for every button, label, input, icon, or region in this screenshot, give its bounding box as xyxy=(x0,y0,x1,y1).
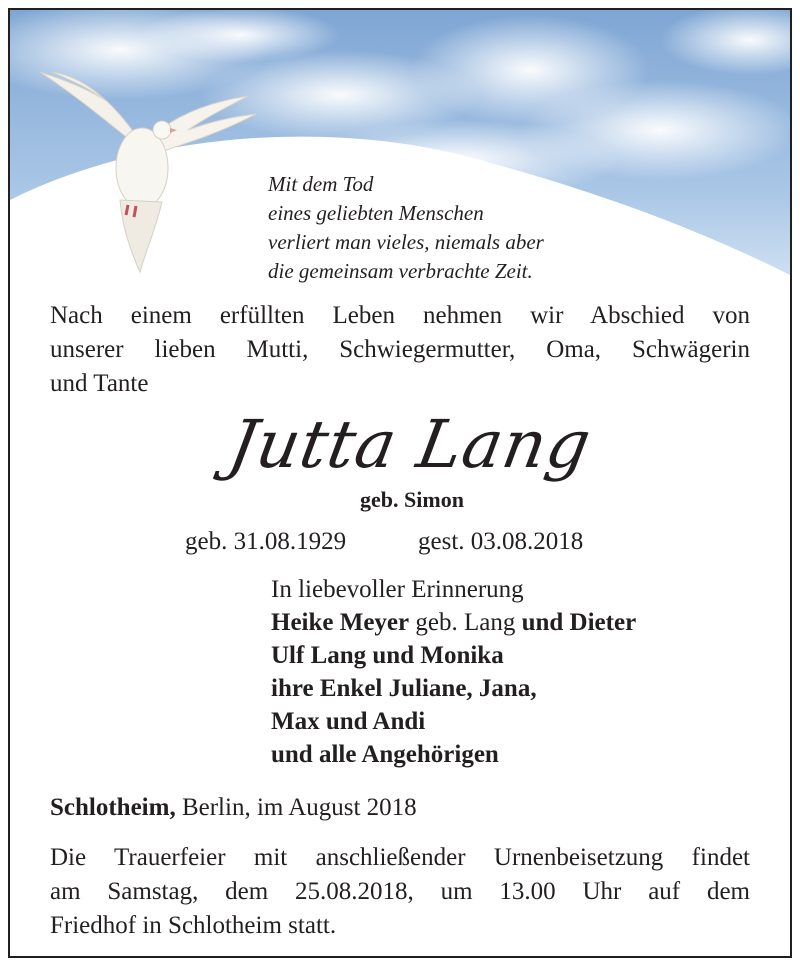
service-info xyxy=(50,841,750,943)
mourner-line: und alle Angehörigen xyxy=(271,741,499,768)
service-line: Friedhof in Schlotheim statt. xyxy=(50,912,337,939)
mourner-name: Heike Meyer xyxy=(271,609,410,636)
place-bold: Schlotheim, xyxy=(50,794,176,821)
obituary-frame xyxy=(8,8,792,958)
mourner-maiden: geb. Lang xyxy=(409,609,522,636)
birth-date: geb. 31.08.1929 xyxy=(185,528,347,555)
mourner-line: Ulf Lang und Monika xyxy=(271,642,504,669)
memorial-quote xyxy=(268,170,688,286)
mourners-list xyxy=(271,573,751,771)
intro-line: Nach einem erfüllten Leben nehmen wir Abschied von xyxy=(50,302,750,329)
mourner-line: ihre Enkel Juliane, Jana, xyxy=(271,675,537,702)
quote-line: eines geliebten Menschen xyxy=(268,201,484,225)
mourners-heading: In liebevoller Erinnerung xyxy=(271,576,524,603)
intro-line: und Tante xyxy=(50,370,149,397)
quote-line: die gemeinsam verbrachte Zeit. xyxy=(268,259,533,283)
quote-line: Mit dem Tod xyxy=(268,172,374,196)
intro-text xyxy=(50,299,750,401)
mourner-line xyxy=(271,606,751,639)
death-date: gest. 03.08.2018 xyxy=(418,528,584,555)
deceased-name: Jutta Lang xyxy=(223,406,598,483)
maiden-name: geb. Simon xyxy=(360,487,464,512)
service-line: am Samstag, dem 25.08.2018, um 13.00 Uhr auf dem xyxy=(50,878,750,905)
place-and-date xyxy=(50,791,417,825)
intro-line: unserer lieben Mutti, Schwiegermutter, Oma, Schwägerin xyxy=(50,336,750,363)
quote-line: verliert man vieles, niemals aber xyxy=(268,230,544,254)
mourner-partner: und Dieter xyxy=(521,609,637,636)
service-line: Die Trauerfeier mit anschließender Urnenbeisetzung findet xyxy=(50,844,750,871)
mourner-line: Max und Andi xyxy=(271,708,426,735)
place-rest: Berlin, im August 2018 xyxy=(175,794,417,821)
